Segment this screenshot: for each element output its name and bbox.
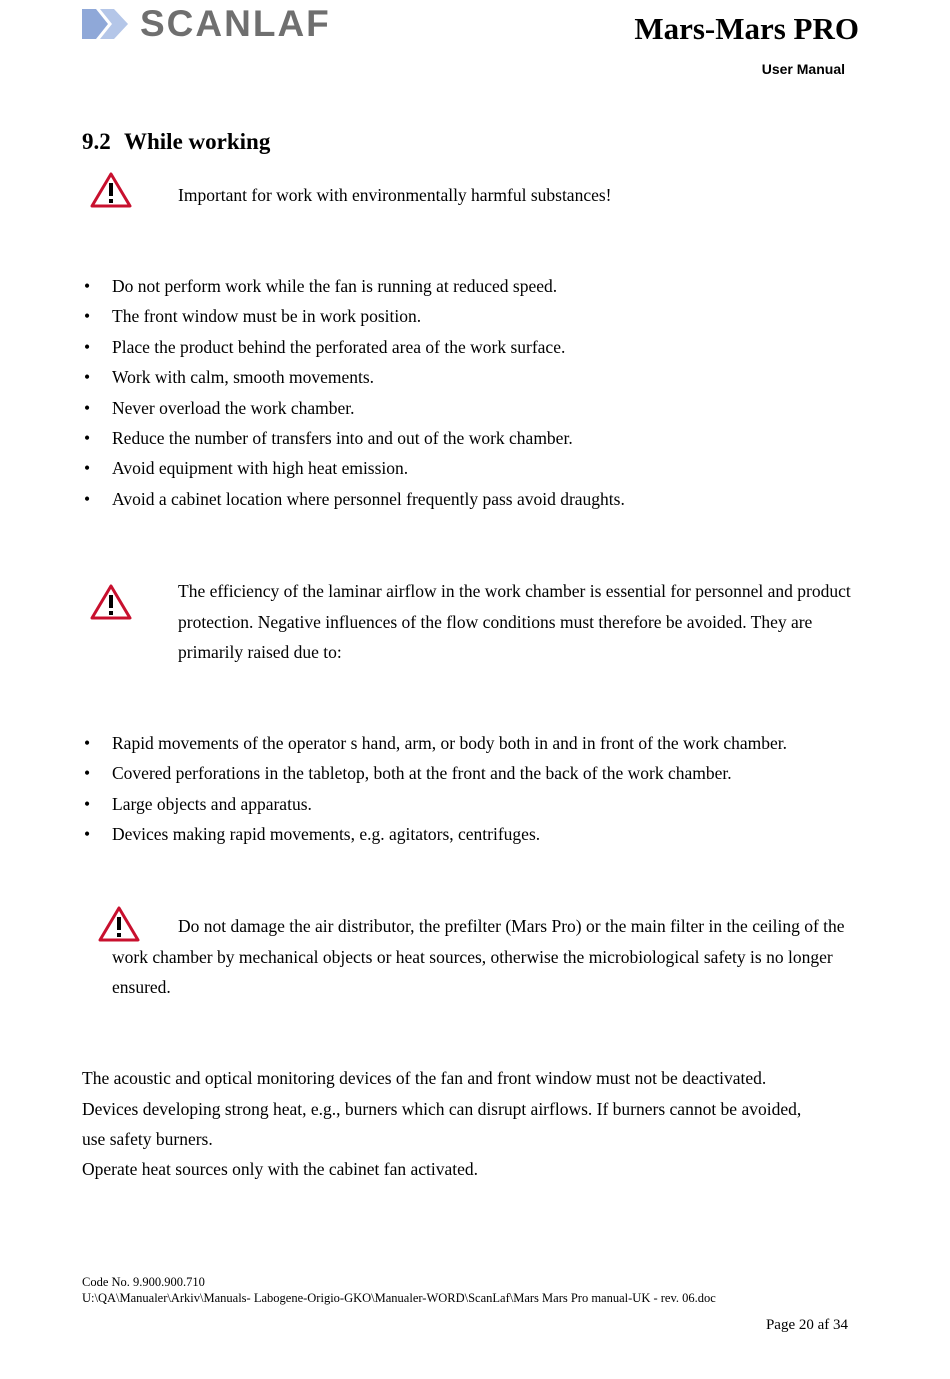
warning-continuation-text: of the work chamber by mechanical objects or heat sources, otherwise the microbiological safety is no longer ensured. (112, 916, 845, 997)
footer-code-number: Code No. 9.900.900.710 (82, 1275, 205, 1289)
document-subtitle: User Manual (761, 61, 845, 77)
list-item: • Large objects and apparatus. (84, 793, 312, 814)
warning-text-laminar-airflow: The efficiency of the laminar airflow in the work chamber is essential for personnel and product protection. Negative influences of the flow conditions must therefore be avoided. They are primarily raised due to: (178, 581, 851, 662)
list-item: • Reduce the number of transfers into and out of the work chamber. (84, 428, 573, 449)
list-item: • Devices making rapid movements, e.g. agitators, centrifuges. (84, 824, 541, 845)
list-item: • Covered perforations in the tabletop, both at the front and the back of the work chamber. (84, 763, 732, 784)
warning-triangle-icon (90, 584, 132, 620)
list-item: • The front window must be in work position. (84, 306, 422, 327)
section-title: While working (124, 129, 271, 154)
page-number: Page 20 af 34 (765, 1317, 848, 1333)
working-rules-list (82, 271, 625, 514)
heat-sources-paragraph: Operate heat sources only with the cabinet fan activated. (82, 1159, 479, 1179)
warning-lead-text: Do not damage the air distributor, the prefilter (Mars Pro) or the main filter in the ceiling (178, 916, 800, 936)
list-item: • Rapid movements of the operator s hand, arm, or body both in and in front of the work chamber. (84, 733, 788, 753)
list-item: • Place the product behind the perforated area of the work surface. (84, 336, 566, 357)
warning-text-environmental: Important for work with environmentally harmful substances! (178, 185, 612, 205)
monitoring-paragraph: The acoustic and optical monitoring devices of the fan and front window must not be deactivated. Devices developing strong heat, e.g., burners which can disrupt airflows. If burners cannot be avoided, use safety burners. (82, 1068, 802, 1149)
list-item: • Work with calm, smooth movements. (84, 367, 375, 388)
list-item: • Avoid a cabinet location where personnel frequently pass avoid draughts. (84, 488, 625, 509)
list-item: • Do not perform work while the fan is running at reduced speed. (84, 276, 558, 296)
section-heading (82, 128, 270, 156)
warning-triangle-icon (90, 172, 132, 208)
warning-text-air-distributor (112, 911, 857, 1003)
document-title: Mars-Mars PRO (634, 11, 859, 46)
section-number: 9.2 (82, 129, 111, 154)
footer-file-path: U:\QA\Manualer\Arkiv\Manuals- Labogene-Origio-GKO\Manualer-WORD\ScanLaf\Mars Mars Pro manual-UK - rev. 06.doc (82, 1291, 716, 1305)
logo-wordmark: SCANLAF (140, 3, 331, 44)
flow-disturbances-list (82, 728, 787, 850)
scanlaf-logo (82, 3, 331, 44)
list-item: • Never overload the work chamber. (84, 397, 355, 418)
list-item: • Avoid equipment with high heat emission. (84, 458, 409, 479)
double-chevron-logo-icon (82, 7, 130, 41)
